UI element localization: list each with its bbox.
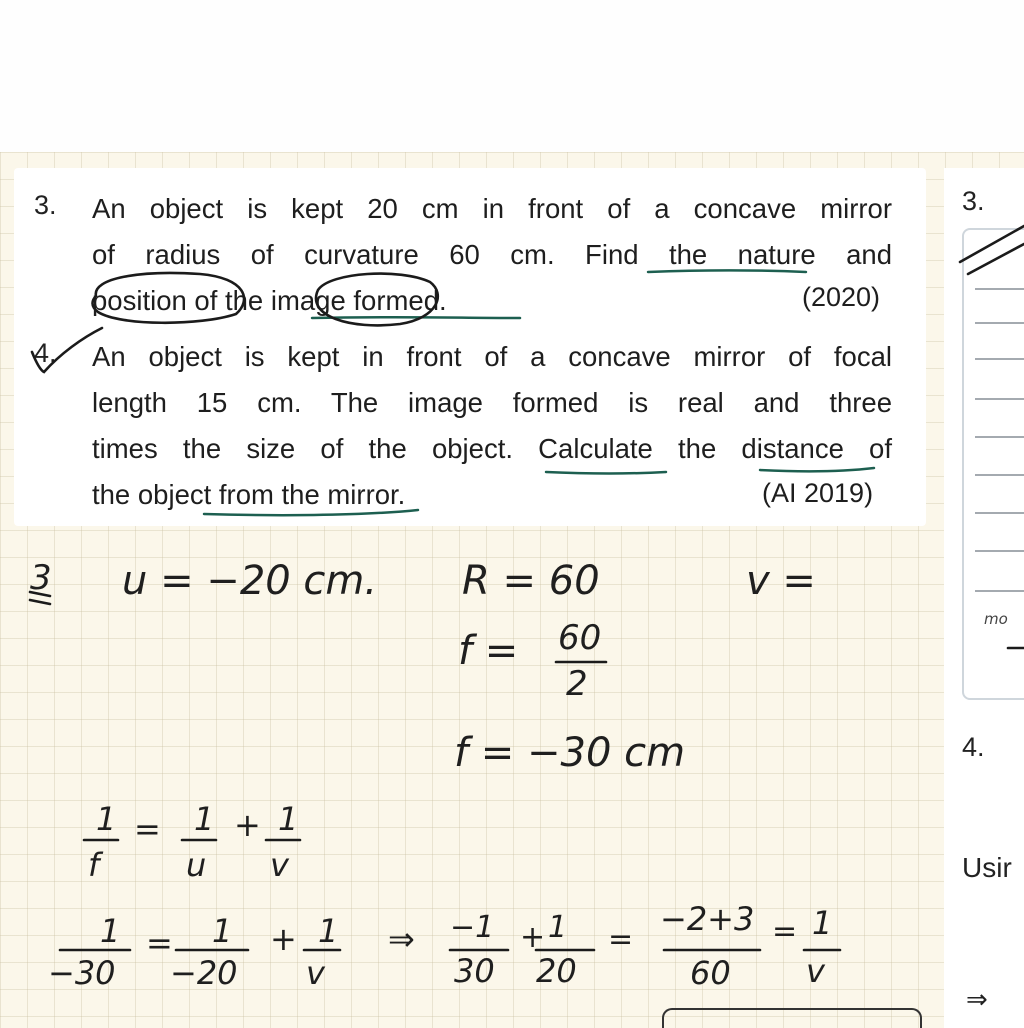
side-rule-line bbox=[975, 398, 1024, 400]
side-panel-arrow: ⇒ bbox=[966, 984, 988, 1014]
question-3-number: 3. bbox=[34, 190, 57, 220]
sub-den7: v bbox=[806, 952, 825, 990]
side-panel-partial-text: Usir bbox=[962, 852, 1012, 883]
sub-den5: 20 bbox=[536, 952, 577, 990]
sub-num2: 1 bbox=[212, 912, 233, 950]
mf-num3: 1 bbox=[278, 800, 299, 838]
mf-den1: f bbox=[88, 846, 100, 884]
sub-den6: 60 bbox=[690, 954, 731, 992]
side-rule-line bbox=[975, 474, 1024, 476]
question-3-line-1: An object is kept 20 cm in front of a concave mirror bbox=[92, 193, 892, 224]
side-rule-line bbox=[975, 322, 1024, 324]
question-4-year: (AI 2019) bbox=[762, 478, 874, 508]
f-lhs: f = bbox=[458, 628, 519, 674]
sub-eq2: = bbox=[608, 922, 634, 957]
side-rule-line bbox=[975, 358, 1024, 360]
f-numerator: 60 bbox=[558, 618, 602, 658]
answer-box-partial bbox=[662, 1008, 922, 1028]
question-3-line-3: position of the image formed. bbox=[92, 285, 447, 316]
mf-den2: u bbox=[186, 846, 207, 884]
mf-num2: 1 bbox=[194, 800, 215, 838]
side-rule-line bbox=[975, 288, 1024, 290]
side-rule-line bbox=[975, 436, 1024, 438]
question-4-line-3: times the size of the object. Calculate the distance of bbox=[92, 433, 892, 464]
mf-num1: 1 bbox=[96, 800, 117, 838]
sub-implies: ⇒ bbox=[388, 920, 415, 958]
v-equation: v = bbox=[746, 558, 816, 604]
top-margin bbox=[0, 0, 1024, 152]
sub-eq: = bbox=[146, 924, 173, 962]
solution-label: 3 bbox=[30, 558, 52, 598]
question-4-number: 4. bbox=[34, 338, 57, 368]
f-result: f = −30 cm bbox=[454, 730, 686, 776]
side-rule-line bbox=[975, 550, 1024, 552]
r-equation: R = 60 bbox=[462, 558, 600, 604]
sub-den3: v bbox=[306, 954, 325, 992]
f-denominator: 2 bbox=[566, 664, 588, 704]
mf-plus: + bbox=[234, 806, 261, 844]
question-4-line-2: length 15 cm. The image formed is real and three bbox=[92, 387, 892, 418]
question-3-year: (2020) bbox=[802, 282, 881, 312]
side-panel-number-4: 4. bbox=[962, 732, 985, 762]
question-3-line-2: of radius of curvature 60 cm. Find the nature and bbox=[92, 239, 892, 270]
sub-num7: 1 bbox=[812, 904, 833, 942]
mf-den3: v bbox=[270, 846, 289, 884]
sub-den1: −30 bbox=[48, 954, 116, 992]
sub-eq3: = bbox=[772, 914, 798, 949]
question-4-line-4: the object from the mirror. bbox=[92, 479, 406, 510]
sub-num4: −1 bbox=[450, 910, 495, 945]
mf-eq: = bbox=[134, 810, 161, 848]
sub-num5: 1 bbox=[548, 910, 568, 945]
sub-plus2: + bbox=[520, 920, 546, 955]
sub-num1: 1 bbox=[100, 912, 121, 950]
side-rule-line bbox=[975, 512, 1024, 514]
sub-den2: −20 bbox=[170, 954, 238, 992]
side-rule-line bbox=[975, 590, 1024, 592]
sub-num6: −2+3 bbox=[660, 900, 755, 938]
side-panel-box bbox=[962, 228, 1024, 700]
sub-den4: 30 bbox=[454, 952, 495, 990]
side-panel-number-3: 3. bbox=[962, 186, 985, 216]
sub-num3: 1 bbox=[318, 912, 339, 950]
question-4-line-1: An object is kept in front of a concave mirror of focal bbox=[92, 341, 892, 372]
u-equation: u = −20 cm. bbox=[122, 558, 378, 604]
question-3-text bbox=[92, 186, 892, 324]
sub-plus: + bbox=[270, 920, 297, 958]
side-panel-ink-fragment: mo bbox=[984, 610, 1008, 628]
